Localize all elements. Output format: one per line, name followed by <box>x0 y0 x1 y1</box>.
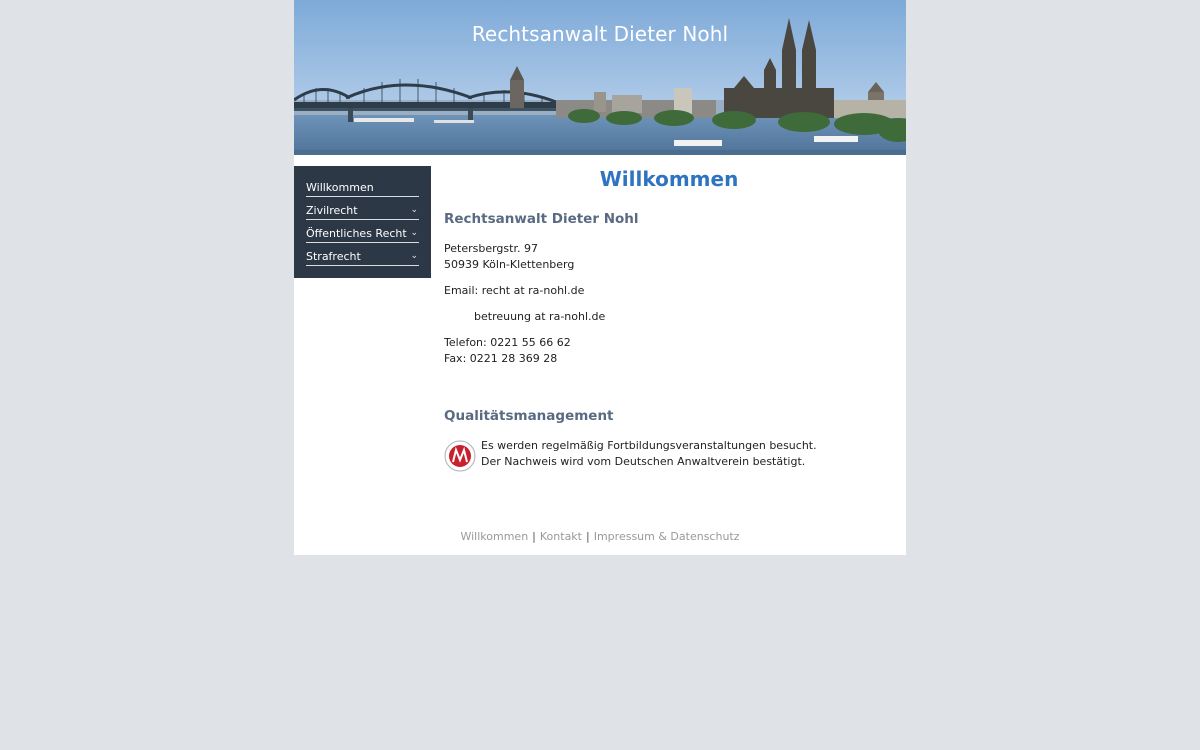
email-primary: Email: recht at ra-nohl.de <box>444 284 585 297</box>
footer-separator: | <box>586 530 590 543</box>
nav-item-zivilrecht[interactable] <box>306 202 419 220</box>
header-banner <box>294 0 906 155</box>
email-secondary: betreuung at ra-nohl.de <box>474 310 606 323</box>
phone-number: Telefon: 0221 55 66 62 <box>444 336 571 349</box>
dav-certificate-logo <box>444 438 476 474</box>
footer <box>294 530 906 543</box>
qm-heading: Qualitätsmanagement <box>444 408 614 424</box>
nav-item-oeffentliches-recht[interactable] <box>306 225 419 243</box>
footer-link-kontakt[interactable]: Kontakt <box>539 530 582 543</box>
page-container <box>294 0 906 555</box>
page-title: Willkommen <box>599 167 739 191</box>
nav-item-label: Öffentliches Recht <box>306 227 407 240</box>
nav-item-willkommen[interactable] <box>306 179 419 197</box>
footer-link-willkommen[interactable]: Willkommen <box>460 530 529 543</box>
address-city: 50939 Köln-Klettenberg <box>444 258 575 271</box>
name-heading: Rechtsanwalt Dieter Nohl <box>444 211 639 227</box>
chevron-down-icon: ⌄ <box>410 228 418 238</box>
footer-link-impressum[interactable]: Impressum & Datenschutz <box>593 530 740 543</box>
fax-number: Fax: 0221 28 369 28 <box>444 352 558 365</box>
nav-item-label: Zivilrecht <box>306 204 358 217</box>
site-title: Rechtsanwalt Dieter Nohl <box>471 22 729 46</box>
address-street: Petersbergstr. 97 <box>444 242 538 255</box>
footer-separator: | <box>532 530 536 543</box>
chevron-down-icon: ⌄ <box>410 251 418 261</box>
sidebar-nav <box>294 166 431 278</box>
chevron-down-icon: ⌄ <box>410 205 418 215</box>
qm-text-line2: Der Nachweis wird vom Deutschen Anwaltverein bestätigt. <box>481 455 806 468</box>
nav-item-label: Strafrecht <box>306 250 361 263</box>
nav-item-label: Willkommen <box>306 181 374 194</box>
nav-item-strafrecht[interactable] <box>306 248 419 266</box>
qm-text-line1: Es werden regelmäßig Fortbildungsveranstaltungen besucht. <box>481 439 817 452</box>
